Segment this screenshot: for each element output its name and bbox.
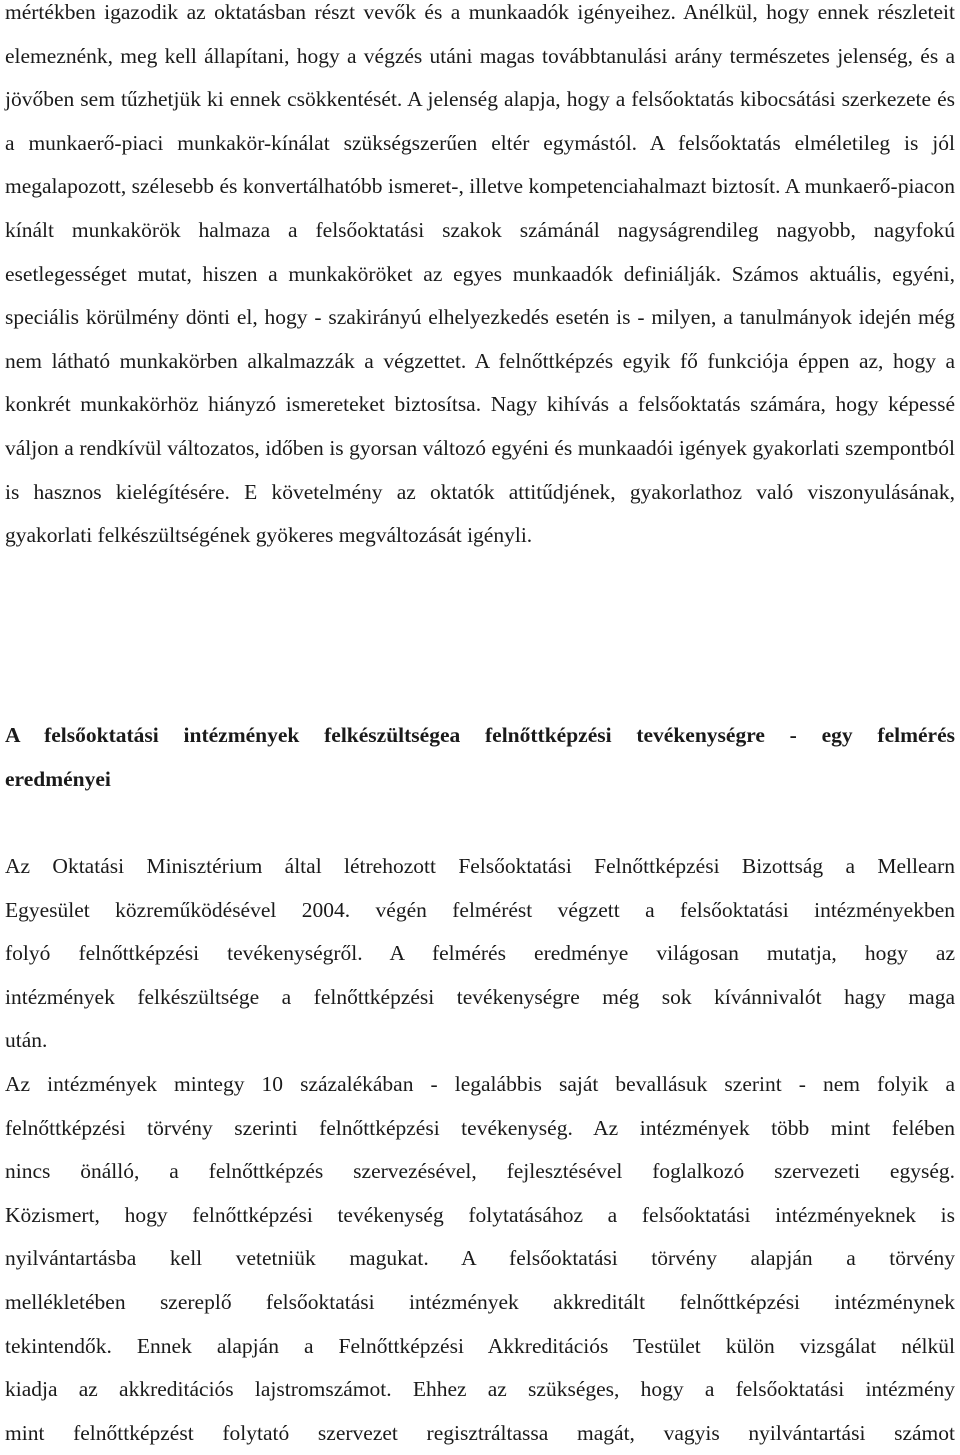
section-heading: [5, 714, 955, 801]
text-line: A felsőoktatás elméletileg is jól megalapozott, szélesebb és konvertálhatóbb ismeret-, illetve: [5, 130, 955, 199]
text-line: intézmények felkészültsége a felnőttképzési tevékenységre még sok kívánnivalót hagy maga: [5, 984, 955, 1009]
text-line: Egyesület közreműködésével 2004. végén felmérést végzett a felsőoktatási intézményekben: [5, 897, 955, 922]
text-line: munkaköröket az egyes munkaadók definiálják. Számos aktuális, egyéni, speciális körülmény: [5, 261, 955, 330]
text-line: nyilvántartásba kell vetetniük magukat. A felsőoktatási törvény alapján a törvény: [5, 1246, 955, 1271]
text-line: folyó felnőttképzési tevékenységről. A felmérés eredménye világosan mutatja, hogy az: [5, 941, 955, 966]
paragraph-survey: [5, 845, 955, 1063]
paragraph-intro: [5, 0, 955, 558]
heading-line: A felsőoktatási intézmények felkészültségea felnőttképzési tevékenységre - egy felmérés: [5, 723, 955, 747]
text-line: szakok számánál nagyságrendileg nagyobb, nagyfokú esetlegességet mutat, hiszen a: [5, 217, 956, 286]
text-line: szükségszerűen eltér egymástól.: [343, 130, 638, 155]
text-line: ennek részleteit elemeznénk, meg kell állapítani, hogy a végzés utáni magas továbbtanulási: [5, 0, 955, 68]
text-line: nincs önálló, a felnőttképzés szervezésével, fejlesztésével foglalkozó szervezeti egység.: [5, 1159, 955, 1184]
document-page: [5, 0, 956, 1445]
text-line: kompetenciahalmazt biztosít. A munkaerő-piacon kínált munkakörök halmaza a felsőoktatási: [5, 174, 956, 242]
text-line: után.: [5, 1028, 48, 1053]
text-line: arány természetes jelenség, és a jövőben sem tűzhetjük ki ennek csökkentését. A jelenség: [5, 43, 955, 112]
text-line: munkaadói igények gyakorlati szempontból is hasznos kielégítésére. E követelmény az: [5, 435, 955, 504]
text-line: számára, hogy képessé váljon a rendkívül változatos, időben is gyorsan változó egyéni és: [5, 392, 956, 460]
text-line: Az Oktatási Minisztérium által létrehozott Felsőoktatási Felnőttképzési Bizottság a Mellearn: [5, 854, 955, 878]
text-line: dönti el, hogy - szakirányú elhelyezkedés esetén is - milyen, a tanulmányok idején még nem: [5, 305, 956, 373]
text-line: Az intézmények mintegy 10 százalékában - legalábbis saját bevallásuk szerint - nem folyik a: [5, 1072, 955, 1096]
text-line: oktatók attitűdjének, gyakorlathoz való viszonyulásának, gyakorlati felkészültségének: [5, 479, 956, 548]
text-line: látható munkakörben alkalmazzák a végzettet. A felnőttképzés egyik fő funkciója éppen az,: [51, 348, 884, 373]
text-line: mint felnőttképzést folytató szervezet regisztráltassa magát, vagyis nyilvántartási számot: [5, 1420, 955, 1445]
text-line: kiadja az akkreditációs lajstromszámot. Ehhez az szükséges, hogy a felsőoktatási intézmény: [5, 1377, 955, 1402]
text-line: alapja, hogy a felsőoktatás kibocsátási szerkezete és a munkaerő-piaci munkakör-kínálat: [5, 87, 956, 155]
heading-line: eredményei: [5, 766, 111, 791]
text-line: hogy a konkrét munkakörhöz hiányzó ismereteket biztosítsa. Nagy kihívás a felsőoktatás: [5, 348, 956, 417]
text-line: tekintendők. Ennek alapján a Felnőttképzési Akkreditációs Testület külön vizsgálat nélkül: [5, 1333, 955, 1358]
paragraph-institutions: [5, 1063, 955, 1455]
text-line: felnőttképzési törvény szerinti felnőttképzési tevékenység. Az intézmények több mint felében: [5, 1115, 955, 1140]
text-line: gyökeres megváltozását igényli.: [255, 523, 533, 548]
text-line: mértékben igazodik az oktatásban részt vevők és a munkaadók igényeihez. Anélkül, hogy: [5, 0, 810, 24]
text-line: mellékletében szereplő felsőoktatási intézmények akkreditált felnőttképzési intézménynek: [5, 1289, 955, 1314]
text-line: Közismert, hogy felnőttképzési tevékenység folytatásához a felsőoktatási intézményeknek is: [5, 1202, 955, 1227]
